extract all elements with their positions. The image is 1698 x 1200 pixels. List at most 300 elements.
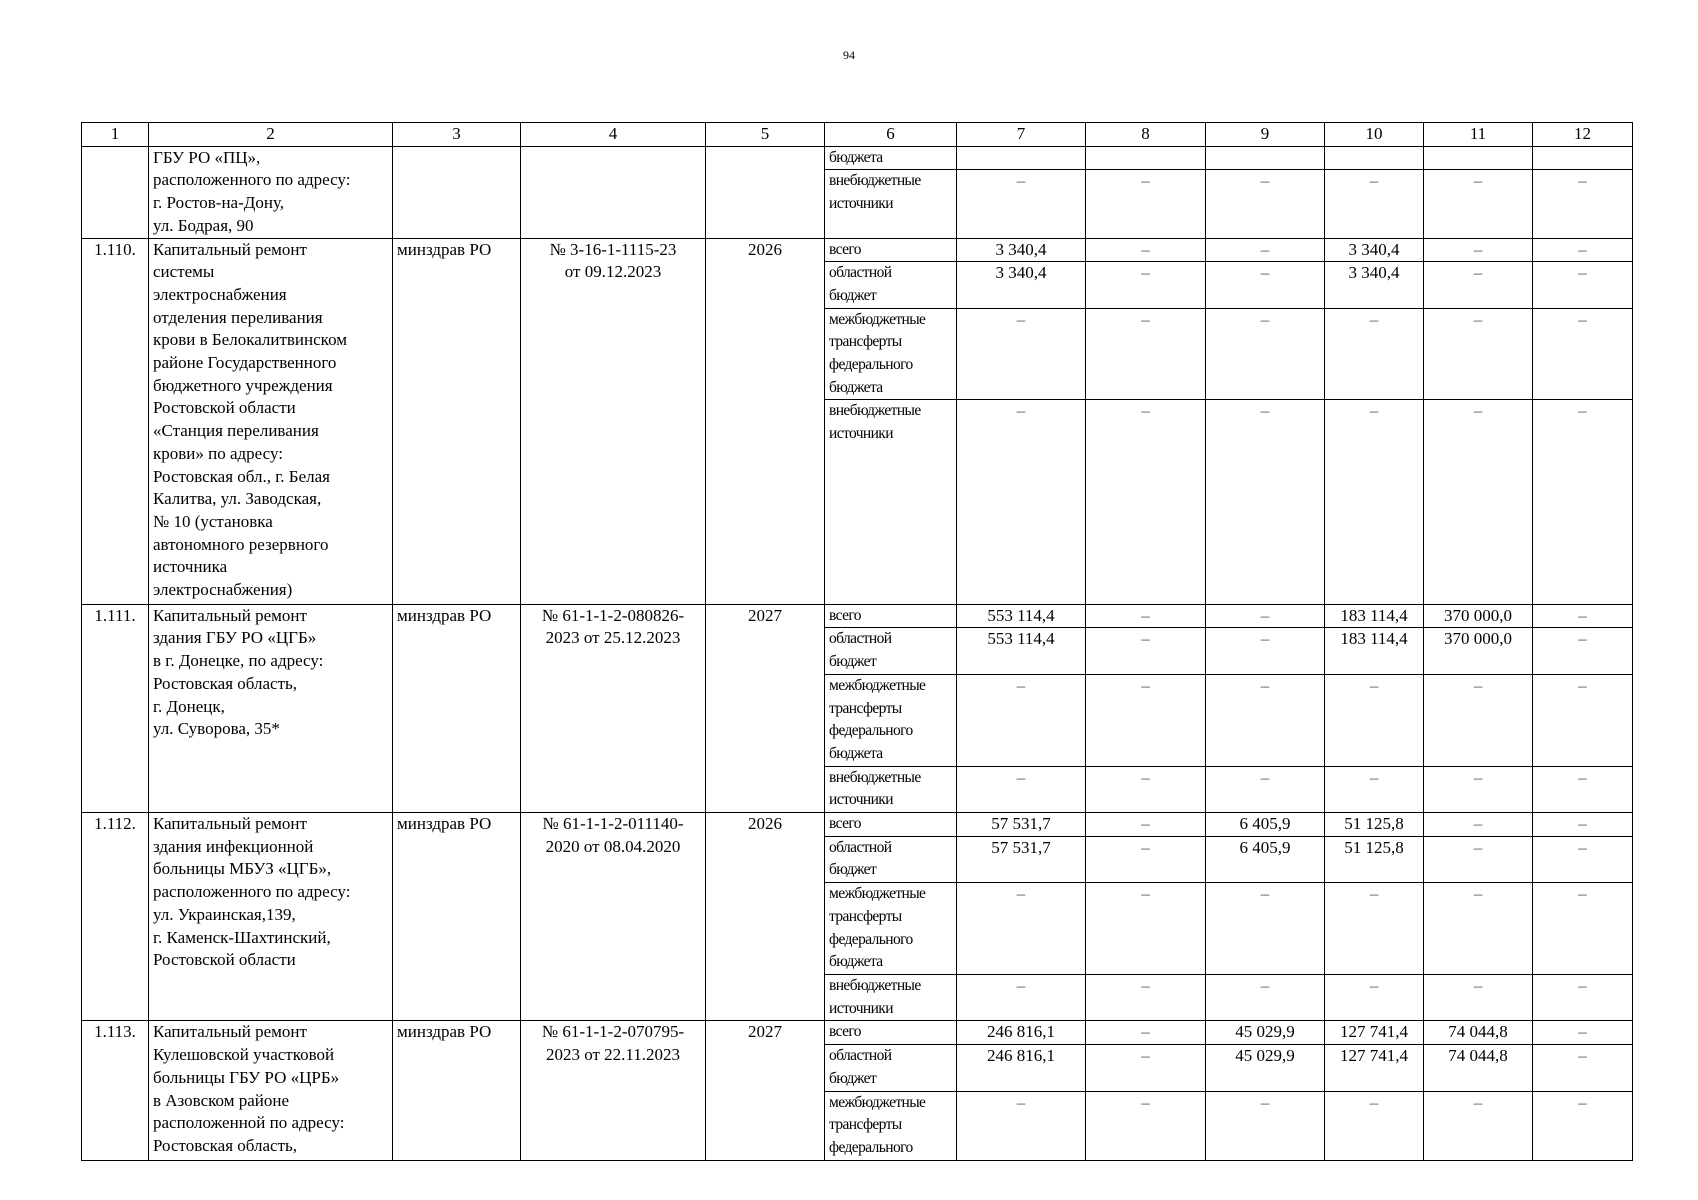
amount-cell bbox=[1424, 883, 1533, 975]
item-name-line: Капитальный ремонт bbox=[153, 1022, 307, 1042]
amount-value: – bbox=[1578, 884, 1587, 904]
amount-value: 3 340,4 bbox=[995, 239, 1047, 259]
amount-cell bbox=[1424, 974, 1533, 1020]
document-line: от 09.12.2023 bbox=[564, 262, 662, 282]
amount-cell bbox=[1086, 674, 1206, 766]
amount-value: – bbox=[1141, 837, 1150, 857]
amount-cell bbox=[957, 400, 1086, 604]
amount-cell bbox=[1206, 146, 1325, 170]
amount-cell bbox=[1325, 262, 1424, 308]
funding-source bbox=[825, 308, 957, 400]
amount-cell bbox=[1424, 1091, 1533, 1160]
amount-cell bbox=[1086, 262, 1206, 308]
amount-value: 51 125,8 bbox=[1344, 814, 1404, 834]
amount-cell bbox=[1086, 238, 1206, 262]
amount-cell bbox=[1325, 308, 1424, 400]
amount-cell bbox=[1325, 813, 1424, 837]
item-name-line: в г. Донецке, по адресу: bbox=[153, 651, 324, 671]
item-name-line: Ростовская обл., г. Белая bbox=[153, 466, 330, 486]
item-name-line: «Станция переливания bbox=[153, 421, 319, 441]
amount-cell bbox=[957, 1021, 1086, 1045]
amount-cell bbox=[1533, 1045, 1633, 1091]
amount-cell bbox=[957, 836, 1086, 882]
amount-value: – bbox=[1260, 309, 1270, 329]
funding-source-line: бюджета bbox=[829, 378, 883, 396]
amount-cell bbox=[1533, 400, 1633, 604]
document-line: 2020 от 08.04.2020 bbox=[545, 836, 681, 856]
amount-value: 45 029,9 bbox=[1235, 1022, 1295, 1042]
document-line: № 61-1-1-2-011140- bbox=[542, 814, 684, 834]
amount-value: 3 340,4 bbox=[1348, 263, 1400, 283]
responsible-executor: минздрав РО bbox=[393, 813, 521, 1021]
amount-cell bbox=[1533, 628, 1633, 674]
amount-cell bbox=[1533, 146, 1633, 170]
item-name bbox=[149, 604, 393, 812]
amount-value: 6 405,9 bbox=[1239, 837, 1291, 857]
column-header: 1 bbox=[82, 123, 149, 147]
amount-value: 183 114,4 bbox=[1340, 629, 1408, 649]
amount-value: – bbox=[1473, 814, 1483, 834]
amount-cell bbox=[1206, 813, 1325, 837]
budget-table bbox=[81, 122, 1633, 1161]
item-name-line: г. Ростов-на-Дону, bbox=[153, 193, 284, 213]
amount-value: – bbox=[1260, 171, 1270, 191]
amount-cell bbox=[1325, 1091, 1424, 1160]
document-line: 2023 от 22.11.2023 bbox=[545, 1045, 681, 1065]
funding-source bbox=[825, 1045, 957, 1091]
amount-cell bbox=[1325, 400, 1424, 604]
amount-value: – bbox=[1578, 1046, 1587, 1066]
amount-value: – bbox=[1016, 1092, 1026, 1112]
amount-cell bbox=[957, 604, 1086, 628]
amount-value: – bbox=[1141, 401, 1150, 421]
amount-cell bbox=[1325, 1045, 1424, 1091]
amount-cell bbox=[957, 883, 1086, 975]
amount-value: – bbox=[1578, 767, 1587, 787]
item-name-line: Ростовская область, bbox=[153, 1135, 298, 1155]
amount-cell bbox=[1325, 238, 1424, 262]
responsible-executor bbox=[393, 146, 521, 238]
amount-cell bbox=[1325, 674, 1424, 766]
funding-source-line: источники bbox=[829, 999, 893, 1017]
amount-cell bbox=[1533, 170, 1633, 238]
amount-value: – bbox=[1578, 814, 1587, 834]
funding-source-line: федерального bbox=[829, 356, 913, 374]
item-name-line: ул. Украинская,139, bbox=[153, 904, 296, 924]
amount-value: 127 741,4 bbox=[1340, 1046, 1408, 1066]
amount-cell bbox=[1086, 170, 1206, 238]
item-name-line: крови» по адресу: bbox=[153, 443, 283, 463]
document-reference bbox=[521, 146, 706, 238]
amount-value: – bbox=[1578, 629, 1587, 649]
funding-source bbox=[825, 604, 957, 628]
table-row bbox=[82, 813, 1633, 837]
funding-source-line: источники bbox=[829, 195, 893, 213]
amount-cell bbox=[1206, 836, 1325, 882]
amount-cell bbox=[1325, 883, 1424, 975]
amount-cell bbox=[1424, 674, 1533, 766]
amount-value: – bbox=[1473, 239, 1483, 259]
amount-cell bbox=[1424, 308, 1533, 400]
funding-source bbox=[825, 628, 957, 674]
funding-source-line: областной bbox=[829, 1047, 892, 1065]
amount-value: – bbox=[1578, 401, 1587, 421]
amount-value: 74 044,8 bbox=[1448, 1046, 1508, 1066]
amount-value: – bbox=[1473, 837, 1483, 857]
amount-value: – bbox=[1141, 675, 1150, 695]
item-name-line: Капитальный ремонт bbox=[153, 814, 307, 834]
amount-cell bbox=[1086, 766, 1206, 812]
amount-value: 370 000,0 bbox=[1444, 605, 1512, 625]
amount-cell bbox=[957, 628, 1086, 674]
amount-value: – bbox=[1141, 1046, 1150, 1066]
item-name-line: крови в Белокалитвинском bbox=[153, 330, 348, 350]
amount-cell bbox=[1424, 262, 1533, 308]
amount-cell bbox=[1086, 604, 1206, 628]
document-line: № 3-16-1-1115-23 bbox=[549, 239, 677, 259]
amount-value: – bbox=[1141, 975, 1150, 995]
funding-source-line: всего bbox=[829, 815, 861, 833]
amount-cell bbox=[1325, 974, 1424, 1020]
item-number: 1.112. bbox=[82, 813, 149, 1021]
amount-cell bbox=[1206, 262, 1325, 308]
amount-value: – bbox=[1141, 239, 1150, 259]
funding-source bbox=[825, 1021, 957, 1045]
amount-cell bbox=[1206, 170, 1325, 238]
amount-cell bbox=[957, 238, 1086, 262]
funding-source-line: всего bbox=[829, 240, 861, 258]
funding-source bbox=[825, 836, 957, 882]
amount-cell bbox=[1533, 766, 1633, 812]
amount-value: – bbox=[1141, 884, 1150, 904]
funding-source-line: бюджет bbox=[829, 653, 877, 671]
amount-value: – bbox=[1369, 975, 1379, 995]
item-name-line: ул. Бодрая, 90 bbox=[153, 215, 254, 235]
item-name-line: районе Государственного bbox=[153, 353, 337, 373]
amount-cell bbox=[1424, 836, 1533, 882]
item-name-line: здания инфекционной bbox=[153, 836, 314, 856]
funding-source bbox=[825, 974, 957, 1020]
amount-cell bbox=[1086, 883, 1206, 975]
amount-value: – bbox=[1369, 401, 1379, 421]
amount-cell bbox=[1533, 974, 1633, 1020]
completion-year: 2026 bbox=[706, 813, 825, 1021]
amount-cell bbox=[1206, 1091, 1325, 1160]
amount-cell bbox=[957, 766, 1086, 812]
amount-value: – bbox=[1260, 675, 1270, 695]
amount-value: – bbox=[1016, 675, 1026, 695]
amount-value: 553 114,4 bbox=[987, 629, 1055, 649]
item-name-line: г. Каменск-Шахтинский, bbox=[153, 927, 331, 947]
item-name-line: Кулешовской участковой bbox=[153, 1045, 335, 1065]
amount-cell bbox=[957, 170, 1086, 238]
item-name-line: электроснабжения) bbox=[153, 580, 293, 600]
funding-source-line: областной bbox=[829, 264, 892, 282]
funding-source bbox=[825, 238, 957, 262]
item-name-line: системы bbox=[153, 262, 215, 282]
table-row bbox=[82, 238, 1633, 262]
amount-value: – bbox=[1578, 1022, 1587, 1042]
amount-value: 6 405,9 bbox=[1239, 814, 1291, 834]
document-reference bbox=[521, 238, 706, 604]
amount-value: – bbox=[1578, 171, 1587, 191]
page-number: 94 bbox=[843, 48, 855, 62]
funding-source-line: бюджета bbox=[829, 148, 883, 166]
amount-value: 3 340,4 bbox=[995, 263, 1047, 283]
funding-source-line: источники bbox=[829, 425, 893, 443]
amount-cell bbox=[1086, 1091, 1206, 1160]
item-name-line: Ростовской области bbox=[153, 398, 296, 418]
amount-cell bbox=[1533, 813, 1633, 837]
amount-value: – bbox=[1141, 1022, 1150, 1042]
amount-value: – bbox=[1578, 239, 1587, 259]
funding-source bbox=[825, 262, 957, 308]
amount-cell bbox=[1086, 974, 1206, 1020]
funding-source-line: внебюджетные bbox=[829, 768, 921, 786]
funding-source-line: трансферты bbox=[829, 1116, 902, 1134]
item-name-line: Капитальный ремонт bbox=[153, 605, 307, 625]
amount-value: – bbox=[1473, 171, 1483, 191]
funding-source-line: федерального bbox=[829, 1138, 913, 1156]
amount-cell bbox=[1206, 883, 1325, 975]
amount-cell bbox=[1325, 766, 1424, 812]
funding-source-line: внебюджетные bbox=[829, 976, 921, 994]
amount-value: – bbox=[1473, 975, 1483, 995]
amount-cell bbox=[1086, 836, 1206, 882]
item-name-line: здания ГБУ РО «ЦГБ» bbox=[153, 628, 317, 648]
amount-value: – bbox=[1141, 767, 1150, 787]
amount-cell bbox=[1533, 1021, 1633, 1045]
item-name-line: бюджетного учреждения bbox=[153, 375, 333, 395]
amount-cell bbox=[1424, 766, 1533, 812]
funding-source-line: федерального bbox=[829, 930, 913, 948]
amount-cell bbox=[1424, 604, 1533, 628]
amount-value: 127 741,4 bbox=[1340, 1022, 1408, 1042]
amount-value: – bbox=[1016, 884, 1026, 904]
amount-cell bbox=[1325, 146, 1424, 170]
item-name-line: расположенного по адресу: bbox=[153, 170, 351, 190]
funding-source-line: бюджета bbox=[829, 953, 883, 971]
item-name-line: Капитальный ремонт bbox=[153, 239, 307, 259]
table-row bbox=[82, 1021, 1633, 1045]
item-number: 1.113. bbox=[82, 1021, 149, 1160]
amount-value: – bbox=[1141, 309, 1150, 329]
item-name-line: Ростовская область, bbox=[153, 673, 298, 693]
amount-value: – bbox=[1369, 171, 1379, 191]
item-name-line: г. Донецк, bbox=[153, 696, 225, 716]
funding-source bbox=[825, 146, 957, 170]
amount-cell bbox=[1424, 170, 1533, 238]
funding-source-line: межбюджетные bbox=[829, 676, 926, 694]
amount-value: – bbox=[1260, 401, 1270, 421]
completion-year: 2027 bbox=[706, 604, 825, 812]
amount-cell bbox=[1086, 1045, 1206, 1091]
item-name-line: отделения переливания bbox=[153, 307, 323, 327]
column-header: 10 bbox=[1325, 123, 1424, 147]
amount-cell bbox=[1206, 1021, 1325, 1045]
amount-value: – bbox=[1578, 675, 1587, 695]
amount-cell bbox=[957, 1045, 1086, 1091]
amount-cell bbox=[957, 146, 1086, 170]
amount-cell bbox=[1325, 628, 1424, 674]
column-header: 3 bbox=[393, 123, 521, 147]
amount-value: 246 816,1 bbox=[987, 1046, 1055, 1066]
amount-value: – bbox=[1473, 675, 1483, 695]
funding-source-line: межбюджетные bbox=[829, 1093, 926, 1111]
amount-cell bbox=[1206, 766, 1325, 812]
amount-cell bbox=[957, 974, 1086, 1020]
amount-value: 57 531,7 bbox=[991, 837, 1051, 857]
amount-cell bbox=[1533, 308, 1633, 400]
document-line: 2023 от 25.12.2023 bbox=[545, 628, 681, 648]
item-name-line: расположенного по адресу: bbox=[153, 882, 351, 902]
item-name bbox=[149, 146, 393, 238]
amount-value: – bbox=[1369, 309, 1379, 329]
item-number bbox=[82, 146, 149, 238]
amount-value: – bbox=[1260, 263, 1270, 283]
table-row bbox=[82, 146, 1633, 170]
funding-source-line: областной bbox=[829, 630, 892, 648]
amount-cell bbox=[957, 674, 1086, 766]
column-header: 4 bbox=[521, 123, 706, 147]
amount-cell bbox=[1086, 400, 1206, 604]
amount-cell bbox=[1206, 308, 1325, 400]
amount-cell bbox=[1424, 1021, 1533, 1045]
amount-value: – bbox=[1016, 309, 1026, 329]
amount-cell bbox=[1325, 836, 1424, 882]
item-name-line: Калитва, ул. Заводская, bbox=[153, 489, 322, 509]
amount-cell bbox=[1206, 674, 1325, 766]
amount-value: – bbox=[1578, 837, 1587, 857]
item-name-line: расположенной по адресу: bbox=[153, 1113, 345, 1133]
amount-cell bbox=[1206, 604, 1325, 628]
document-reference bbox=[521, 604, 706, 812]
amount-value: – bbox=[1578, 605, 1587, 625]
amount-value: 553 114,4 bbox=[987, 605, 1055, 625]
amount-value: 57 531,7 bbox=[991, 814, 1051, 834]
amount-cell bbox=[1206, 974, 1325, 1020]
amount-value: – bbox=[1260, 767, 1270, 787]
amount-value: – bbox=[1578, 975, 1587, 995]
funding-source-line: трансферты bbox=[829, 333, 902, 351]
item-name-line: Ростовской области bbox=[153, 950, 296, 970]
amount-cell bbox=[1325, 1021, 1424, 1045]
amount-value: – bbox=[1141, 263, 1150, 283]
amount-cell bbox=[1533, 238, 1633, 262]
amount-cell bbox=[957, 262, 1086, 308]
amount-value: – bbox=[1016, 401, 1026, 421]
funding-source-line: межбюджетные bbox=[829, 885, 926, 903]
amount-cell bbox=[1533, 604, 1633, 628]
document-reference bbox=[521, 813, 706, 1021]
amount-value: – bbox=[1141, 629, 1150, 649]
column-header: 7 bbox=[957, 123, 1086, 147]
amount-value: – bbox=[1260, 884, 1270, 904]
responsible-executor: минздрав РО bbox=[393, 1021, 521, 1160]
column-header: 5 bbox=[706, 123, 825, 147]
amount-cell bbox=[957, 308, 1086, 400]
funding-source-line: бюджет bbox=[829, 1069, 877, 1087]
completion-year bbox=[706, 146, 825, 238]
amount-value: – bbox=[1260, 1092, 1270, 1112]
item-name-line: ГБУ РО «ПЦ», bbox=[153, 147, 261, 167]
amount-cell bbox=[957, 813, 1086, 837]
amount-cell bbox=[1424, 146, 1533, 170]
item-name-line: ул. Суворова, 35* bbox=[153, 719, 280, 739]
amount-value: – bbox=[1473, 884, 1483, 904]
item-name-line: электроснабжения bbox=[153, 284, 287, 304]
amount-value: – bbox=[1260, 239, 1270, 259]
funding-source-line: межбюджетные bbox=[829, 310, 926, 328]
funding-source-line: внебюджетные bbox=[829, 402, 921, 420]
column-header: 11 bbox=[1424, 123, 1533, 147]
amount-cell bbox=[1086, 1021, 1206, 1045]
column-header: 8 bbox=[1086, 123, 1206, 147]
responsible-executor: минздрав РО bbox=[393, 604, 521, 812]
amount-value: – bbox=[1141, 1092, 1150, 1112]
funding-source-line: трансферты bbox=[829, 699, 902, 717]
amount-value: – bbox=[1369, 767, 1379, 787]
amount-cell bbox=[1086, 813, 1206, 837]
column-header-row bbox=[82, 123, 1633, 147]
funding-source bbox=[825, 170, 957, 238]
amount-cell bbox=[1086, 146, 1206, 170]
item-name-line: больницы ГБУ РО «ЦРБ» bbox=[153, 1067, 340, 1087]
item-name-line: источника bbox=[153, 557, 228, 577]
funding-source bbox=[825, 766, 957, 812]
funding-source bbox=[825, 813, 957, 837]
amount-value: – bbox=[1016, 767, 1026, 787]
document-line: № 61-1-1-2-070795- bbox=[541, 1022, 685, 1042]
column-header: 9 bbox=[1206, 123, 1325, 147]
amount-cell bbox=[1533, 262, 1633, 308]
amount-value: – bbox=[1141, 605, 1150, 625]
funding-source bbox=[825, 883, 957, 975]
amount-value: – bbox=[1473, 767, 1483, 787]
funding-source bbox=[825, 400, 957, 604]
amount-value: – bbox=[1473, 401, 1483, 421]
item-number: 1.110. bbox=[82, 238, 149, 604]
amount-cell bbox=[1424, 238, 1533, 262]
amount-value: 45 029,9 bbox=[1235, 1046, 1295, 1066]
amount-value: – bbox=[1016, 975, 1026, 995]
amount-cell bbox=[1424, 628, 1533, 674]
funding-source-line: федерального bbox=[829, 722, 913, 740]
amount-value: – bbox=[1369, 675, 1379, 695]
amount-cell bbox=[1424, 813, 1533, 837]
amount-value: – bbox=[1578, 263, 1587, 283]
amount-cell bbox=[1206, 1045, 1325, 1091]
funding-source-line: бюджет bbox=[829, 861, 877, 879]
amount-value: – bbox=[1578, 1092, 1587, 1112]
amount-value: – bbox=[1260, 975, 1270, 995]
amount-value: – bbox=[1578, 309, 1587, 329]
amount-value: – bbox=[1260, 629, 1270, 649]
funding-source-line: областной bbox=[829, 838, 892, 856]
document-reference bbox=[521, 1021, 706, 1160]
amount-cell bbox=[1325, 604, 1424, 628]
funding-source-line: бюджет bbox=[829, 286, 877, 304]
amount-value: – bbox=[1260, 605, 1270, 625]
document-line: № 61-1-1-2-080826- bbox=[541, 605, 685, 625]
amount-cell bbox=[1533, 1091, 1633, 1160]
amount-value: – bbox=[1141, 814, 1150, 834]
completion-year: 2026 bbox=[706, 238, 825, 604]
amount-cell bbox=[1533, 674, 1633, 766]
amount-value: – bbox=[1141, 171, 1150, 191]
amount-cell bbox=[1533, 836, 1633, 882]
funding-source bbox=[825, 674, 957, 766]
